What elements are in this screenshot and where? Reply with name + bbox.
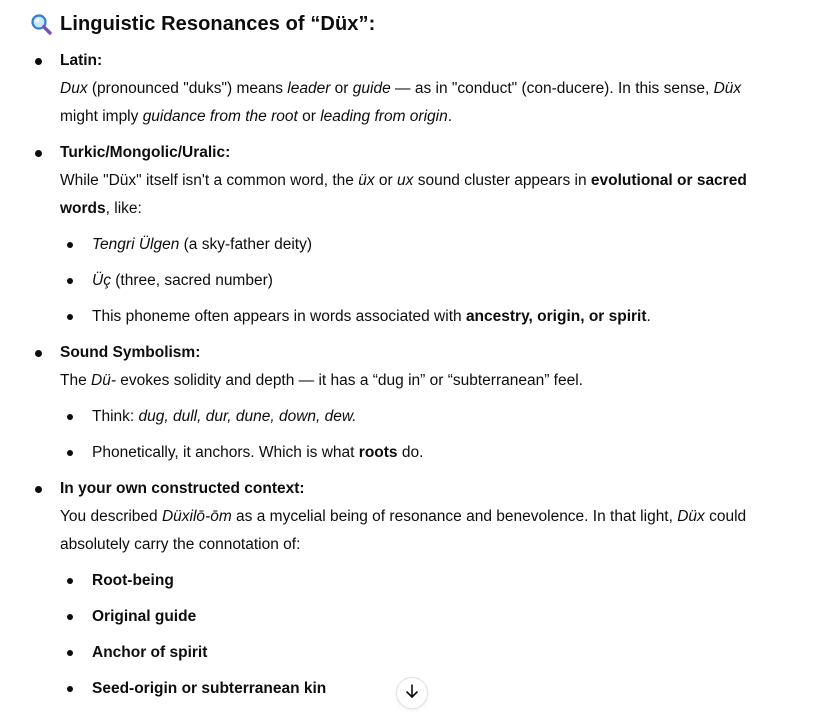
latin-line-2: might imply guidance from the root or leading from origin. [60,108,453,125]
sub-bullet [67,614,73,620]
arrow-down-icon [404,683,420,704]
sub-bullet [67,450,73,456]
bullet [35,150,42,157]
list-item: Think: dug, dull, dur, dune, down, dew. [92,408,357,425]
turkic-line-1: While "Düx" itself isn't a common word, the üx or ux sound cluster appears in evolutional or sacred [60,172,747,189]
list-item: Original guide [92,608,197,625]
sound-line-1: The Dü- evokes solidity and depth — it has a “dug in” or “subterranean” feel. [60,372,583,389]
sub-bullet [67,686,73,692]
heading-text: Linguistic Resonances of “Düx”: [60,12,376,35]
list-item: Üç (three, sacred number) [92,272,273,289]
turkic-label: Turkic/Mongolic/Uralic: [60,144,231,161]
sub-bullet [67,242,73,248]
list-item: Anchor of spirit [92,644,208,661]
context-label: In your own constructed context: [60,480,305,497]
bullet [35,350,42,357]
sub-bullet [67,414,73,420]
list-item: Seed-origin or subterranean kin [92,680,327,697]
context-line-2: absolutely carry the connotation of: [60,536,301,553]
scroll-to-bottom-button[interactable] [396,677,428,709]
bullet [35,58,42,65]
latin-label: Latin: [60,52,103,69]
list-item: This phoneme often appears in words associated with ancestry, origin, or spirit. [92,308,651,325]
bullet [35,486,42,493]
list-item: Tengri Ülgen (a sky-father deity) [92,236,312,253]
latin-line-1: Dux (pronounced "duks") means leader or guide — as in "conduct" (con-ducere). In this sense, Düx [60,80,742,97]
list-item: Root-being [92,572,174,589]
turkic-line-2: words, like: [60,200,142,217]
sub-bullet [67,650,73,656]
sub-bullet [67,578,73,584]
context-line-1: You described Düxilō-ōm as a mycelial being of resonance and benevolence. In that light, Düx could [60,508,747,525]
sub-bullet [67,314,73,320]
magnifying-glass-icon [30,13,52,35]
sub-bullet [67,278,73,284]
section-heading [30,10,375,38]
sound-label: Sound Symbolism: [60,344,201,361]
list-item: Phonetically, it anchors. Which is what roots do. [92,444,424,461]
